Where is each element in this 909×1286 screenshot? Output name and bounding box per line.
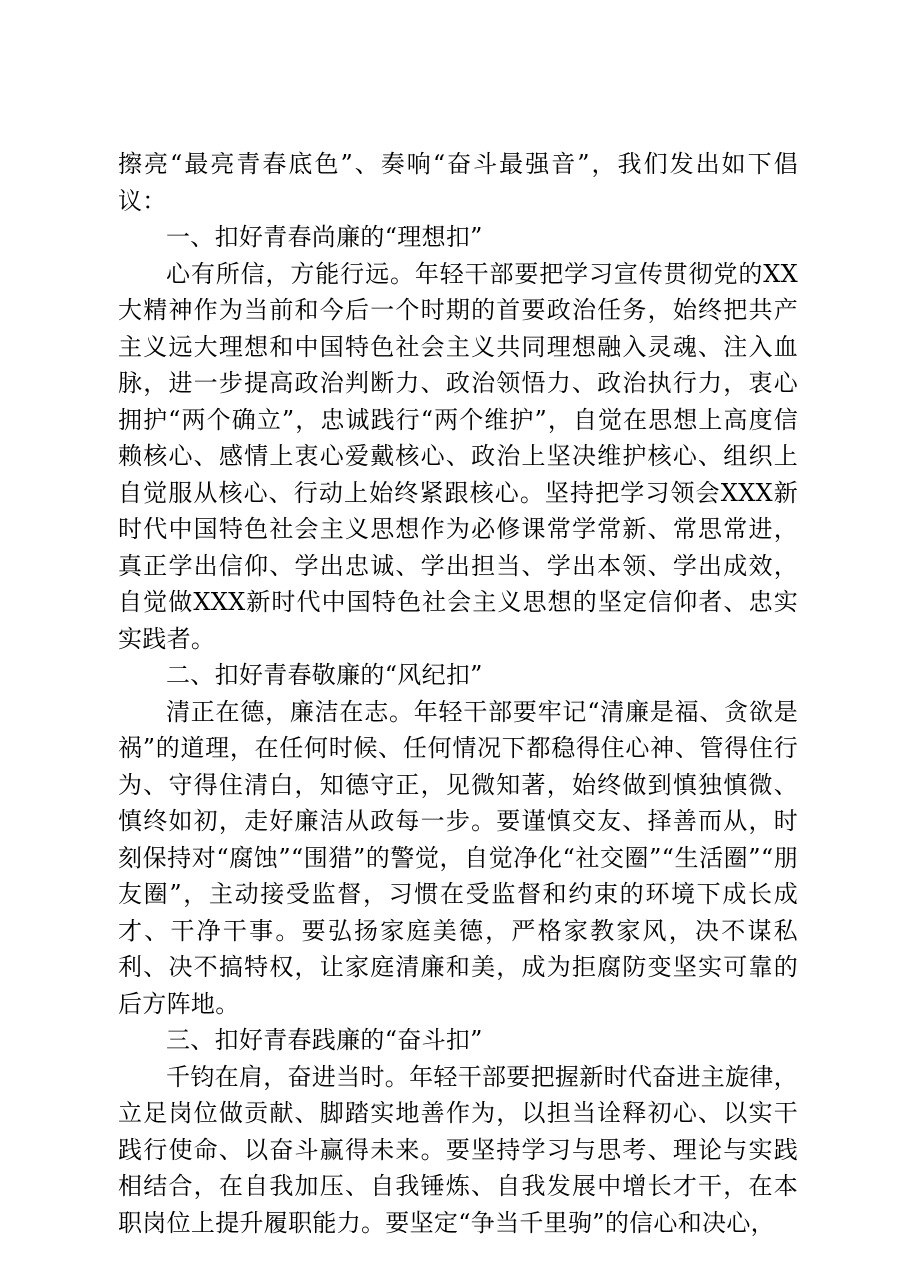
section-1-paragraph: 心有所信，方能行远。年轻干部要把学习宣传贯彻党的XX大精神作为当前和今后一个时期的首要政治任务，始终把共产主义远大理想和中国特色社会主义共同理想融入灵魂、注入血脉，进一步提高政治判断力、政治领悟力、政治执行力，衷心拥护“两个确立”，忠诚践行“两个维护”，自觉在思想上高度信赖核心、感情上衷心爱戴核心、政治上坚决维护核心、组织上自觉服从核心、行动上始终紧跟核心。坚持把学习领会XXX新时代中国特色社会主义思想作为必修课常学常新、常思常进，真正学出信仰、学出忠诚、学出担当、学出本领、学出成效，自觉做XXX新时代中国特色社会主义思想的坚定信仰者、忠实实践者。 [118, 259, 798, 653]
section-heading-1: 一、扣好青春尚廉的“理想扣” [166, 223, 483, 251]
section-2-paragraph: 清正在德，廉洁在志。年轻干部要牢记“清廉是福、贪欲是祸”的道理，在任何时候、任何情况下都稳得住心神、管得住行为、守得住清白，知德守正，见微知著，始终做到慎独慎微、慎终如初，走好廉洁从政每一步。要谨慎交友、择善而从，时刻保持对“腐蚀”“围猎”的警觉，自觉净化“社交圈”“生活圈”“朋友圈”，主动接受监督，习惯在受监督和约束的环境下成长成才、干净干事。要弘扬家庭美德，严格家教家风，决不谋私利、决不搞特权，让家庭清廉和美，成为拒腐防变坚实可靠的后方阵地。 [118, 697, 798, 1018]
section-3-paragraph: 千钧在肩，奋进当时。年轻干部要把握新时代奋进主旋律，立足岗位做贡献、脚踏实地善作为，以担当诠释初心、以实干践行使命、以奋斗赢得未来。要坚持学习与思考、理论与实践相结合，在自我加压、自我锤炼、自我发展中增长才干，在本职岗位上提升履职能力。要坚定“争当千里驹”的信心和决心， [118, 1062, 798, 1237]
intro-paragraph: 擦亮“最亮青春底色”、奏响“奋斗最强音”，我们发出如下倡议： [118, 150, 798, 215]
section-heading-3: 三、扣好青春践廉的“奋斗扣” [166, 1026, 483, 1054]
document-body [118, 146, 798, 1241]
section-heading-2: 二、扣好青春敬廉的“风纪扣” [166, 661, 483, 689]
